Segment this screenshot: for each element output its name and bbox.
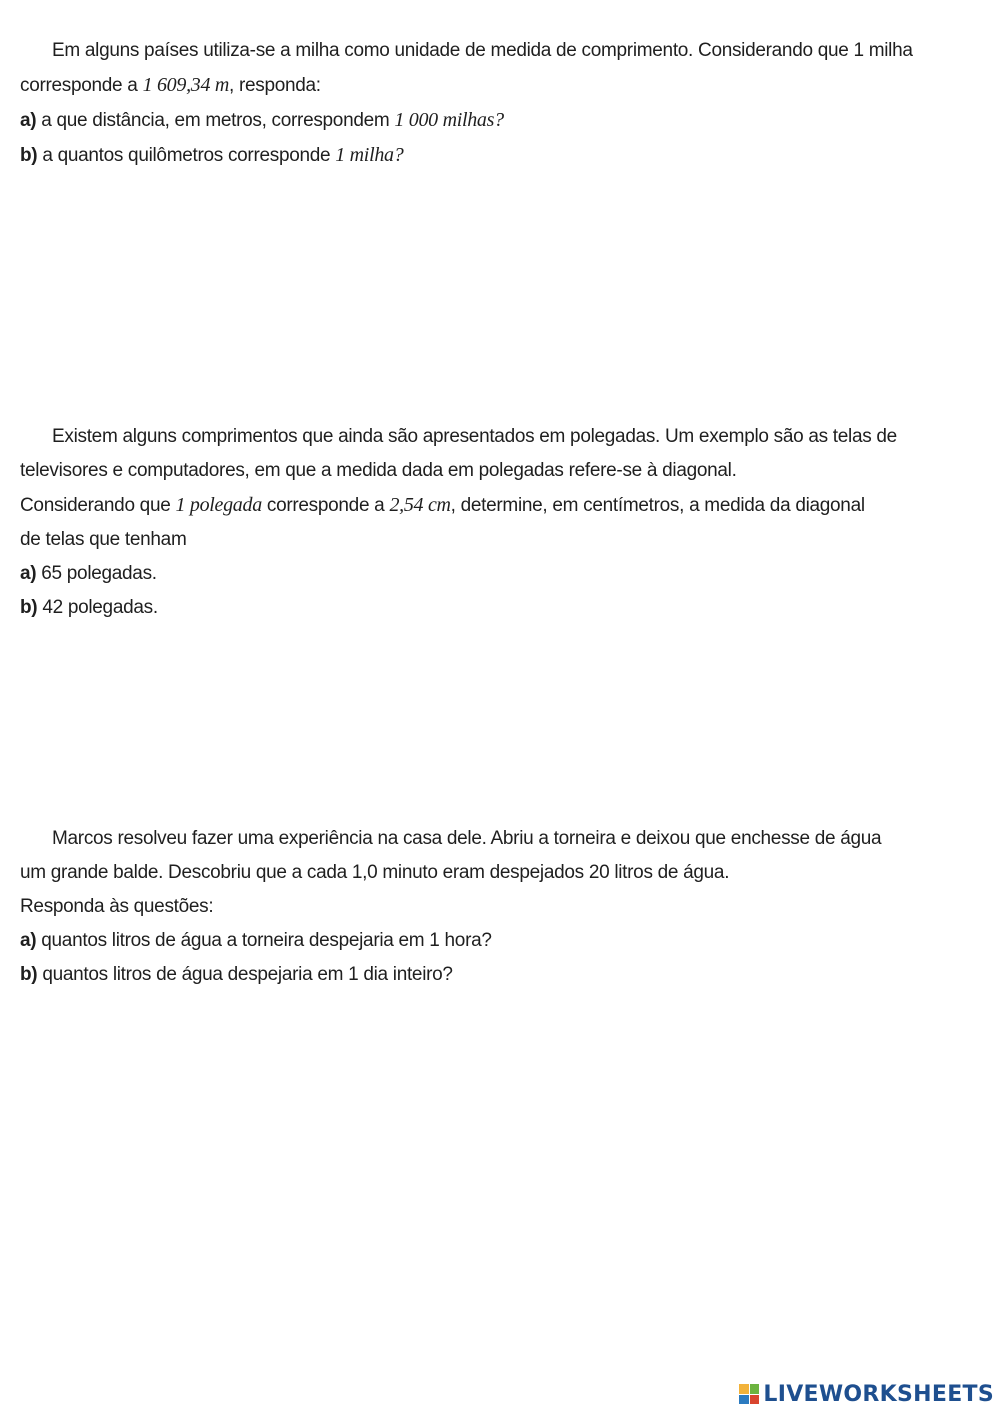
q3-line-2: um grande balde. Descobriu que a cada 1,0 minuto eram despejados 20 litros de água. [20, 862, 730, 883]
q1-line-2: corresponde a 1 609,34 m, responda: [20, 74, 321, 96]
q3-item-a: a) quantos litros de água a torneira despejaria em 1 hora? [20, 930, 492, 951]
q1-value-miles: 1 609,34 m [142, 74, 230, 96]
q2-line-4: de telas que tenham [20, 529, 187, 550]
q3-item-b: b) quantos litros de água despejaria em 1 dia inteiro? [20, 964, 453, 985]
q1-item-b: b) a quantos quilômetros corresponde 1 milha? [20, 144, 404, 166]
liveworksheets-logo-icon [739, 1384, 759, 1404]
q1-item-a: a) a que distância, em metros, correspondem 1 000 milhas? [20, 109, 504, 131]
question-1 [20, 34, 930, 173]
q2-item-b: b) 42 polegadas. [20, 597, 158, 618]
question-3 [20, 822, 930, 992]
q2-item-a: a) 65 polegadas. [20, 563, 157, 584]
q2-line-3: Considerando que 1 polegada corresponde a 2,54 cm, determine, em centímetros, a medida da diagonal [20, 494, 865, 516]
liveworksheets-footer [739, 1379, 994, 1409]
question-2 [20, 420, 930, 625]
brand-name: LIVEWORKSHEETS [763, 1381, 994, 1407]
q3-line-3: Responda às questões: [20, 896, 214, 917]
q2-line-1: Existem alguns comprimentos que ainda são apresentados em polegadas. Um exemplo são as telas de [52, 426, 897, 447]
q3-line-1: Marcos resolveu fazer uma experiência na casa dele. Abriu a torneira e deixou que enchesse de água [52, 828, 882, 849]
q2-line-2: televisores e computadores, em que a medida dada em polegadas refere-se à diagonal. [20, 460, 737, 481]
q1-line-1: Em alguns países utiliza-se a milha como unidade de medida de comprimento. Considerando que 1 milha [52, 40, 913, 61]
